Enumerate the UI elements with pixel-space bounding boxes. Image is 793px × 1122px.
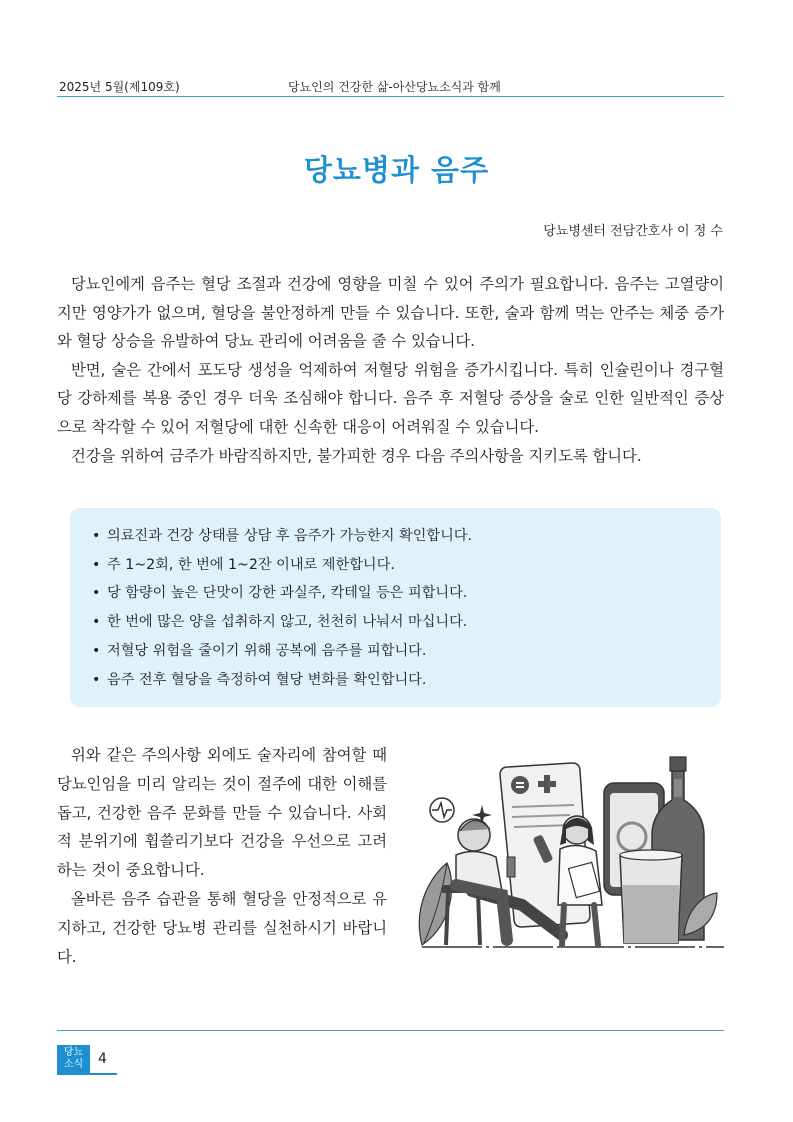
paragraph: 당뇨인에게 음주는 혈당 조절과 건강에 영향을 미칠 수 있어 주의가 필요합니다. 음주는 고열량이지만 영양가가 없으며, 혈당을 불안정하게 만들 수 있습니다. 또한, 술과 함께 먹는 안주는 체중 증가와 혈당 상승을 유발하여 당뇨 관리에 어려움을 줄 수 있습니다. xyxy=(57,275,724,351)
paragraph: 건강을 위하여 금주가 바람직하지만, 불가피한 경우 다음 주의사항을 지키도록 합니다. xyxy=(71,446,642,465)
bullet-icon: • xyxy=(92,614,101,631)
tip-text: 음주 전후 혈당을 측정하여 혈당 변화를 확인합니다. xyxy=(107,671,427,688)
tip-text: 주 1~2회, 한 번에 1~2잔 이내로 제한합니다. xyxy=(107,556,395,573)
paragraph: 올바른 음주 습관을 통해 혈당을 안정적으로 유지하고, 건강한 당뇨병 관리를 실천하시기 바랍니다. xyxy=(57,889,387,966)
bullet-icon: • xyxy=(92,528,101,544)
tip-text: 당 함량이 높은 단맛이 강한 과실주, 칵테일 등은 피합니다. xyxy=(107,585,468,602)
bullet-icon: • xyxy=(92,585,101,602)
article-author: 당뇨병센터 전담간호사 이 정 수 xyxy=(543,224,723,239)
footer-divider xyxy=(57,1030,724,1031)
list-item xyxy=(92,666,721,695)
list-item xyxy=(92,522,721,551)
tips-box xyxy=(70,508,721,707)
article-body xyxy=(57,270,724,470)
list-item xyxy=(92,579,721,608)
bullet-icon: • xyxy=(92,671,101,688)
bullet-icon: • xyxy=(92,556,101,573)
list-item xyxy=(92,551,721,580)
list-item xyxy=(92,608,721,637)
list-item xyxy=(92,637,721,666)
newsletter-badge xyxy=(57,1045,90,1073)
badge-line: 당뇨 xyxy=(63,1047,84,1058)
page-number: 4 xyxy=(98,1051,107,1067)
paragraph: 반면, 술은 간에서 포도당 생성을 억제하여 저혈당 위험을 증가시킵니다. 특히 인슐린이나 경구혈당 강하제를 복용 중인 경우 더욱 조심해야 합니다. 음주 후 저혈당 증상을 술로 인한 일반적인 증상으로 착각할 수 있어 저혈당에 대한 신속한 대응이 어려워질 수 있습니다. xyxy=(57,360,724,436)
tip-text: 의료진과 건강 상태를 상담 후 음주가 가능한지 확인합니다. xyxy=(107,528,473,544)
paragraph: 위와 같은 주의사항 외에도 술자리에 참여할 때 당뇨인임을 미리 알리는 것이 절주에 대한 이해를 돕고, 건강한 음주 문화를 만들 수 있습니다. 사회적 분위기에 휩쓸리기보다 건강을 우선으로 고려하는 것이 중요합니다. xyxy=(57,746,387,880)
series-title: 당뇨인의 건강한 삶-아산당뇨소식과 함께 xyxy=(288,80,501,94)
article-title: 당뇨병과 음주 xyxy=(303,153,490,187)
badge-line: 소식 xyxy=(63,1059,84,1070)
tip-text: 한 번에 많은 양을 섭취하지 않고, 천천히 나눠서 마십니다. xyxy=(107,614,468,631)
closing-text xyxy=(57,741,387,971)
issue-label: 2025년 5월(제109호) xyxy=(59,80,180,94)
doctor-patient-drinking-illustration xyxy=(412,745,724,952)
bullet-icon: • xyxy=(92,642,101,659)
page-header xyxy=(57,76,724,97)
tip-text: 저혈당 위험을 줄이기 위해 공복에 음주를 피합니다. xyxy=(107,642,427,659)
footer-underline xyxy=(57,1073,117,1075)
tips-list xyxy=(70,508,721,694)
